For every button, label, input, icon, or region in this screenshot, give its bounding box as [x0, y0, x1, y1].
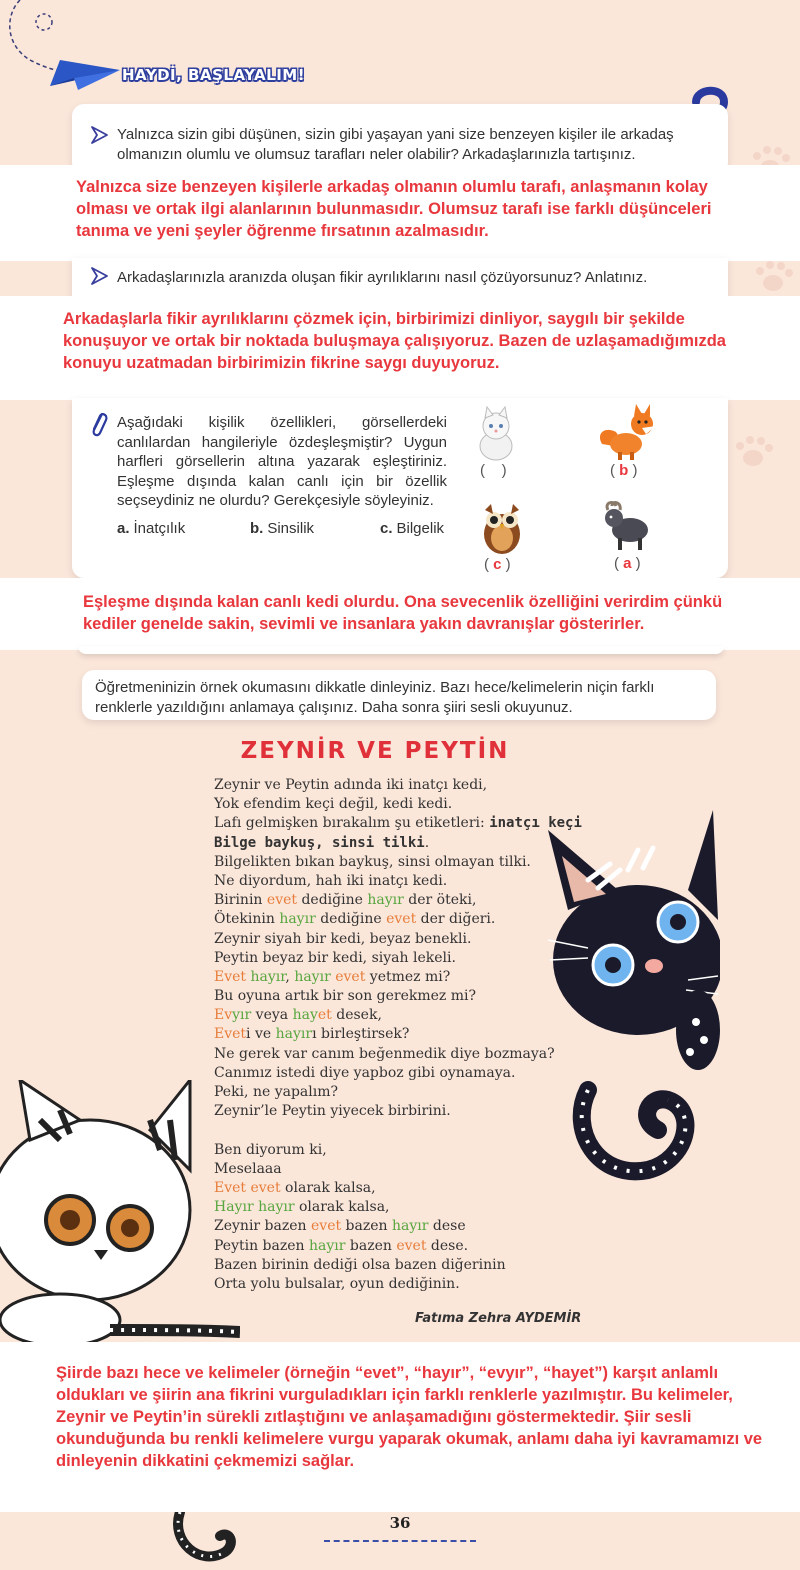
poem-line: Yok efendim keçi değil, kedi kedi.	[214, 796, 453, 813]
question-text: Arkadaşlarınızla aranızda oluşan fikir ayrılıklarını nasıl çözüyorsunuz? Anlatınız.	[117, 269, 648, 286]
option-a	[117, 520, 185, 537]
option-b	[250, 520, 314, 537]
poem-line: Eveti ve hayırı birleştirsek?	[214, 1026, 410, 1043]
cat-image	[470, 404, 522, 462]
option-c	[380, 520, 444, 537]
poem-line: Bilge baykuş, sinsi tilki.	[214, 834, 430, 851]
page-number-underline	[324, 1540, 476, 1542]
card-bottom-edge	[78, 646, 724, 654]
answer-text: Şiirde bazı hece ve kelimeler (örneğin “evet”, “hayır”, “evyır”, “hayet”) karşıt anlamlı oldukları ve şiirin ana fikrini vurguladıkları için farklı renklerle yazılmıştır. Bu kelimeler, Zeynir ve Peytin’in sürekli zıtlaştığını ve anlaşamadığını göstermektedir. Şiir sesli okunduğunda bu renkli kelimelere vurgu yaparak okumak, anlamı daha iyi kavramamızı ve dinleyenin dikkatini çekmemizi sağlar.	[56, 1364, 763, 1470]
poem-line: Ötekinin hayır dediğine evet der diğeri.	[214, 911, 496, 928]
option-text: İnatçılık	[133, 520, 186, 537]
black-cat-illustration	[528, 790, 720, 1190]
paper-plane-icon	[50, 56, 122, 92]
question-text: Aşağıdaki kişilik özellikleri, görsellerdeki canlılardan hangileriyle özdeşleşmiştir? Uygun harfleri görsellerin altına yazarak eşleştiriniz. Eşleşme dışında kalan canlı için bir özellik seçseydiniz ne olurdu? Gerekçesiyle söyleyiniz.	[117, 414, 447, 509]
arrow-bullet-icon	[90, 267, 108, 285]
answer-text: Arkadaşlarla fikir ayrılıklarını çözmek için, birbirimizi dinliyor, saygılı bir şekilde konuşuyor ve ortak bir noktada buluşmaya çalışıyoruz. Bazen de uzlaşamadığımızda konuyu uzatmadan birbirimizin fikrine saygı duyuyoruz.	[63, 310, 726, 372]
option-text: Bilgelik	[396, 520, 445, 537]
question-text: Yalnızca sizin gibi düşünen, sizin gibi yaşayan yani size benzeyen kişiler ile arkadaş olmanızın olumlu ve olumsuz tarafları neler olabilir? Arkadaşlarınızla tartışınız.	[117, 126, 674, 163]
paperclip-icon	[88, 408, 108, 440]
poem-line: Birinin evet dediğine hayır der öteki,	[214, 892, 477, 909]
fox-answer-slot[interactable]: ( b )	[610, 462, 638, 479]
poem-line: Peytin bazen hayır bazen evet dese.	[214, 1237, 469, 1254]
poem-line: Ben diyorum ki,	[214, 1141, 327, 1158]
section-header: HAYDİ, BAŞLAYALIM!	[122, 66, 306, 84]
goat-image	[600, 500, 654, 552]
poem-body	[214, 776, 582, 1294]
poem-line: Evet hayır, hayır evet yetmez mi?	[214, 968, 451, 985]
answer-text: Yalnızca size benzeyen kişilerle arkadaş olmanın olumlu tarafı, anlaşmanın kolay olması ve ortak ilgi alanlarının bulunmasıdır. Olumsuz tarafı ise farklı düşünceleri tanıma ve yeni şeyler öğrenme fırsatının azalmasıdır.	[76, 178, 712, 240]
cat-answer-slot[interactable]: ( )	[480, 462, 507, 479]
poem-line: Evyır veya hayet desek,	[214, 1007, 382, 1024]
white-cat-illustration	[0, 1080, 240, 1350]
poem-line: Zeynir siyah bir kedi, beyaz benekli.	[214, 930, 472, 947]
owl-answer-slot[interactable]: ( c )	[484, 556, 511, 573]
poem-title: ZEYNİR VE PEYTİN	[240, 738, 510, 764]
paw-print-icon	[728, 430, 778, 470]
poem-line: Zeynir bazen evet bazen hayır dese	[214, 1218, 466, 1235]
paw-print-icon	[748, 255, 798, 295]
poem-line: Ne gerek var canım beğenmedik diye bozmaya?	[214, 1045, 555, 1062]
poem-line: Peytin beyaz bir kedi, siyah lekeli.	[214, 949, 456, 966]
poem-line: Orta yolu bulsalar, oyun dediğinin.	[214, 1275, 460, 1292]
poem-line: Bazen birinin dediği olsa bazen diğerinin	[214, 1256, 506, 1273]
option-letter: c.	[380, 520, 393, 537]
poem-author: Fatıma Zehra AYDEMİR	[415, 1311, 582, 1326]
goat-answer-slot[interactable]: ( a )	[614, 555, 641, 572]
poem-line: Zeynir’le Peytin yiyecek birbirini.	[214, 1103, 451, 1120]
answer-text: Eşleşme dışında kalan canlı kedi olurdu. Ona sevecenlik özelliğini verirdim çünkü kediler genelde sakin, sevimli ve insanlara yakın davranışlar gösterirler.	[83, 593, 723, 633]
instruction-text: Öğretmeninizin örnek okumasını dikkatle dinleyiniz. Bazı hece/kelimelerin niçin farklı renklerle yazıldığını anlamaya çalışınız. Daha sonra şiiri sesli okuyunuz.	[95, 679, 655, 716]
poem-line: Zeynir ve Peytin adında iki inatçı kedi,	[214, 777, 488, 793]
option-letter: a.	[117, 520, 130, 537]
arrow-bullet-icon	[90, 126, 108, 144]
poem-line: Bu oyuna artık bir son gerekmez mi?	[214, 988, 477, 1005]
poem-line: Evet evet olarak kalsa,	[214, 1179, 376, 1196]
owl-image	[481, 502, 523, 556]
poem-line: Meselaaa	[214, 1160, 282, 1177]
poem-line: Bilgelikten bıkan baykuş, sinsi olmayan tilki.	[214, 853, 531, 870]
option-text: Sinsilik	[267, 520, 315, 537]
poem-line: Peki, ne yapalım?	[214, 1084, 338, 1100]
poem-line: Canımız istedi diye yapboz gibi oynamaya.	[214, 1064, 516, 1081]
poem-line: Lafı gelmişken bırakalım şu etiketleri: inatçı keçi	[214, 815, 582, 832]
poem-line: Ne diyordum, hah iki inatçı kedi.	[214, 872, 448, 889]
fox-image	[596, 404, 660, 460]
poem-line: Hayır hayır olarak kalsa,	[214, 1199, 390, 1216]
page-number: 36	[389, 1514, 411, 1532]
option-letter: b.	[250, 520, 264, 537]
